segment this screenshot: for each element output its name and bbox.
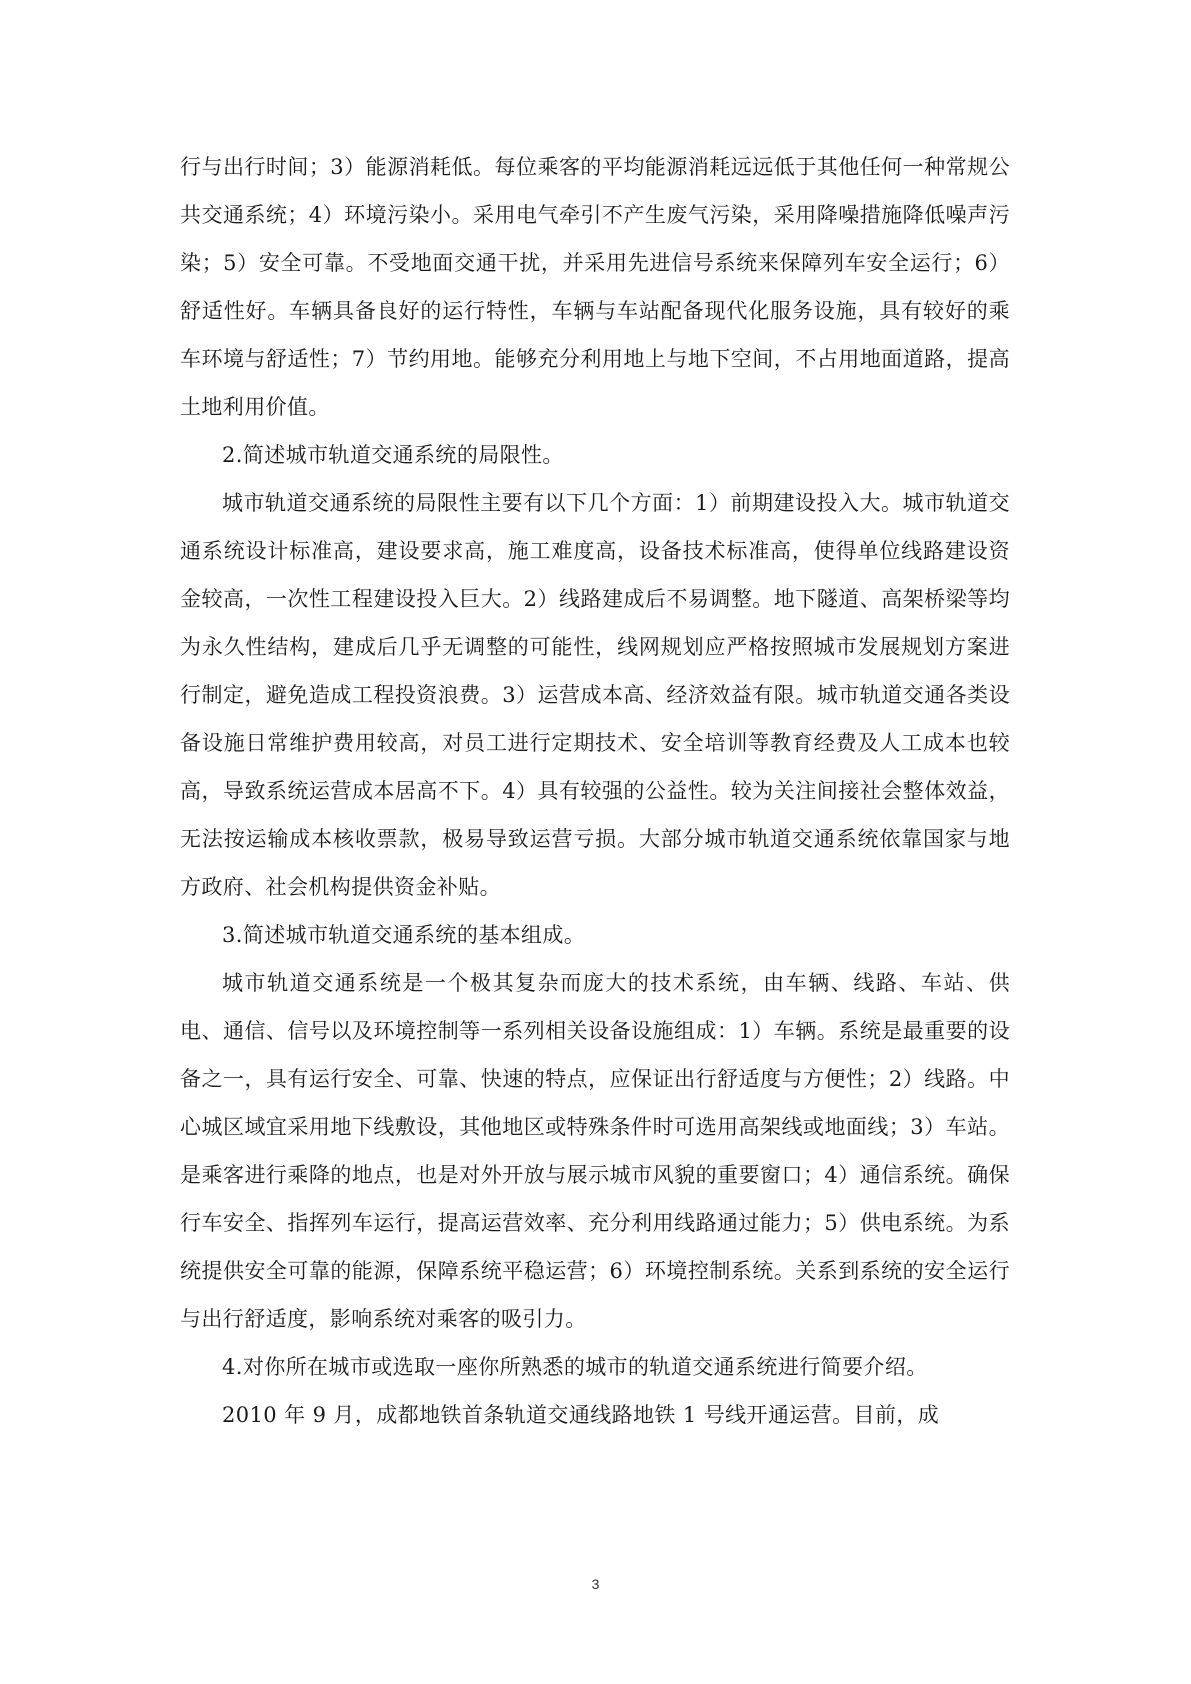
answer-paragraph-4: 2010 年 9 月，成都地铁首条轨道交通线路地铁 1 号线开通运营。目前，成 bbox=[222, 1403, 940, 1427]
document-body bbox=[180, 143, 1010, 1439]
question-heading-4: 4.对你所在城市或选取一座你所熟悉的城市的轨道交通系统进行简要介绍。 bbox=[222, 1355, 928, 1379]
question-heading-3: 3.简述城市轨道交通系统的基本组成。 bbox=[222, 923, 586, 947]
paragraph-advantages-continued: 行与出行时间；3）能源消耗低。每位乘客的平均能源消耗远远低于其他任何一种常规公共交通系统；4）环境污染小。采用电气牵引不产生废气污染，采用降噪措施降低噪声污染；5）安全可靠。不受地面交通干扰，并采用先进信号系统来保障列车安全运行；6）舒适性好。车辆具备良好的运行特性，车辆与车站配备现代化服务设施，具有较好的乘车环境与舒适性；7）节约用地。能够充分利用地上与地下空间，不占用地面道路，提高土地利用价值。 bbox=[180, 155, 1010, 419]
question-heading-2: 2.简述城市轨道交通系统的局限性。 bbox=[222, 443, 564, 467]
page-number: 3 bbox=[591, 1576, 600, 1592]
answer-paragraph-3: 城市轨道交通系统是一个极其复杂而庞大的技术系统，由车辆、线路、车站、供电、通信、信号以及环境控制等一系列相关设备设施组成：1）车辆。系统是最重要的设备之一，具有运行安全、可靠、快速的特点，应保证出行舒适度与方便性；2）线路。中心城区域宜采用地下线敷设，其他地区或特殊条件时可选用高架线或地面线；3）车站。是乘客进行乘降的地点，也是对外开放与展示城市风貌的重要窗口；4）通信系统。确保行车安全、指挥列车运行，提高运营效率、充分利用线路通过能力；5）供电系统。为系统提供安全可靠的能源，保障系统平稳运营；6）环境控制系统。关系到系统的安全运行与出行舒适度，影响系统对乘客的吸引力。 bbox=[180, 971, 1010, 1331]
answer-paragraph-2: 城市轨道交通系统的局限性主要有以下几个方面：1）前期建设投入大。城市轨道交通系统设计标准高，建设要求高，施工难度高，设备技术标准高，使得单位线路建设资金较高，一次性工程建设投入巨大。2）线路建成后不易调整。地下隧道、高架桥梁等均为永久性结构，建成后几乎无调整的可能性，线网规划应严格按照城市发展规划方案进行制定，避免造成工程投资浪费。3）运营成本高、经济效益有限。城市轨道交通各类设备设施日常维护费用较高，对员工进行定期技术、安全培训等教育经费及人工成本也较高，导致系统运营成本居高不下。4）具有较强的公益性。较为关注间接社会整体效益，无法按运输成本核收票款，极易导致运营亏损。大部分城市轨道交通系统依靠国家与地方政府、社会机构提供资金补贴。 bbox=[180, 491, 1010, 899]
